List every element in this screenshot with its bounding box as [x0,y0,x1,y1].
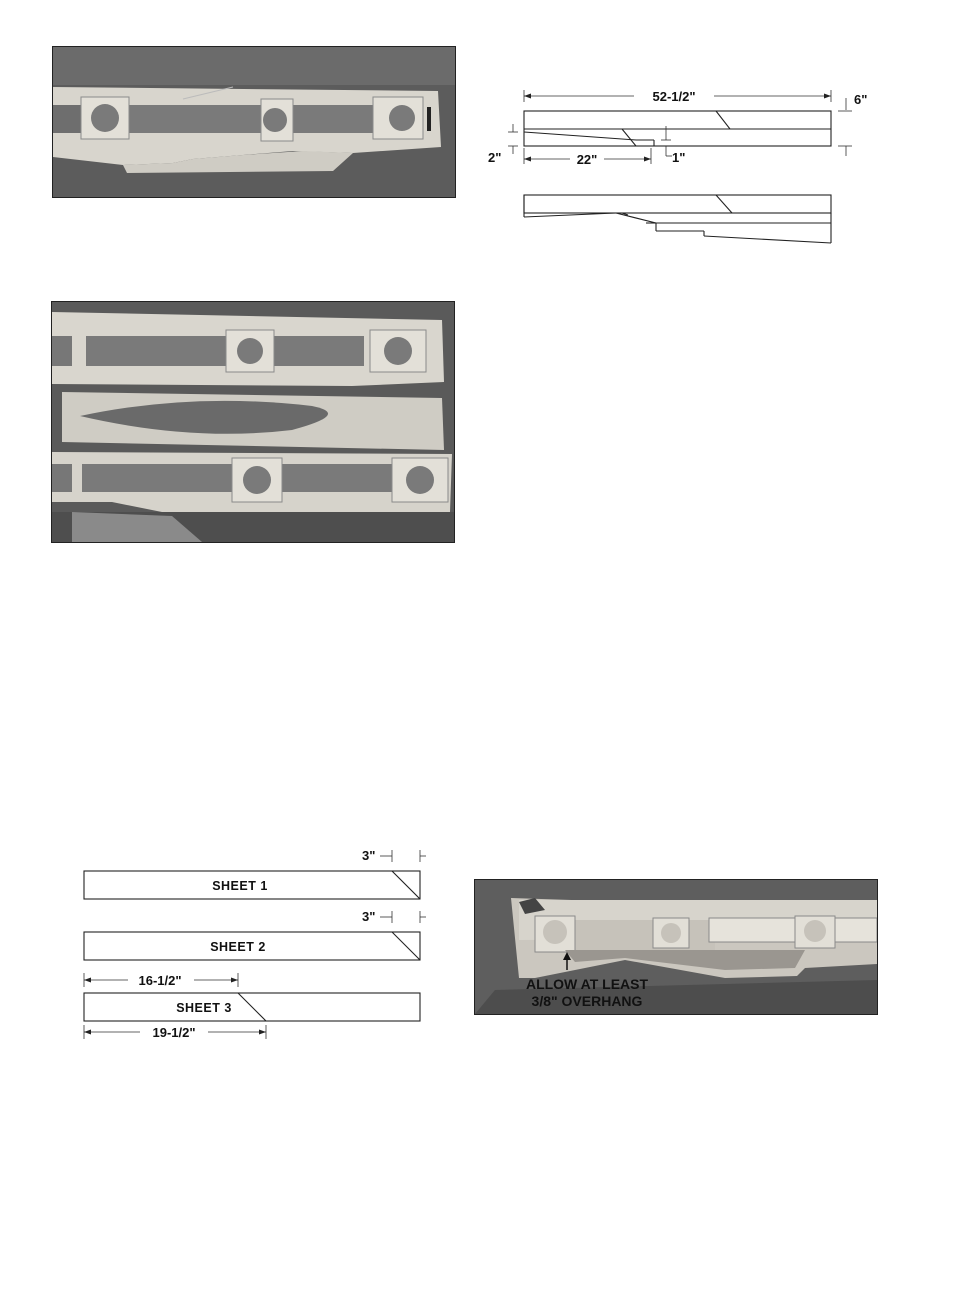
dim-width-text: 6" [854,92,868,107]
wing-panels-photo-icon [52,302,454,542]
callout-line1: ALLOW AT LEAST [525,976,649,992]
sheet3-label: SHEET 3 [176,1001,232,1015]
sheet1-label: SHEET 1 [212,879,268,893]
dim-step-text: 1" [672,150,686,165]
sheet3-dim-bottom-text: 19-1/2" [152,1025,196,1040]
sheet1-dim-text: 3" [362,848,376,863]
dim-left-height-text: 2" [488,150,502,165]
dim-cut-length-text: 22" [576,152,598,167]
sheet2-dim-text: 3" [362,909,376,924]
wing-panel-photo-icon [53,47,455,197]
photo-wing-panels-2 [51,301,455,543]
sheeting-dimension-diagram [486,86,886,251]
dim-length-text: 52-1/2" [652,89,696,104]
sheets-diagram [80,843,440,1043]
sheet2-label: SHEET 2 [210,940,266,954]
overhang-photo-icon [475,880,877,1014]
photo-wing-panel-1 [52,46,456,198]
sheet3-dim-top-text: 16-1/2" [138,973,182,988]
photo-overhang [474,879,878,1015]
callout-line2: 3/8" OVERHANG [531,993,643,1009]
